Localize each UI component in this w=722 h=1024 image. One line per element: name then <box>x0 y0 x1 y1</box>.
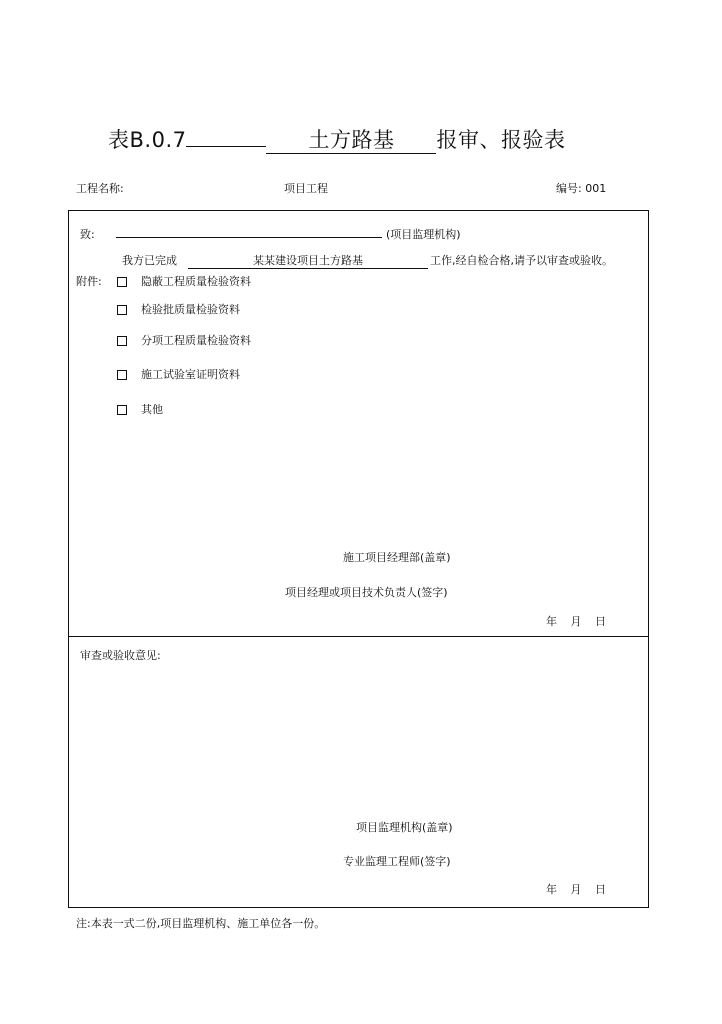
contractor-stamp-label: 施工项目经理部(盖章) <box>343 551 451 564</box>
attachment-label: 分项工程质量检验资料 <box>141 334 251 347</box>
attachment-label: 施工试验室证明资料 <box>141 368 240 381</box>
completed-work-field[interactable] <box>188 252 428 269</box>
checkbox[interactable] <box>117 277 127 287</box>
section-divider <box>68 636 649 637</box>
attachment-item[interactable] <box>117 301 240 317</box>
checkbox[interactable] <box>117 305 127 315</box>
supervisor-stamp-label: 项目监理机构(盖章) <box>356 821 453 834</box>
title-suffix: 报审、报验表 <box>436 128 566 152</box>
contractor-date-label: 年 月 日 <box>546 615 606 628</box>
supervisor-signer-label: 专业监理工程师(签字) <box>343 855 451 868</box>
attachment-item[interactable] <box>117 401 163 417</box>
completed-suffix: 工作,经自检合格,请予以审查或验收。 <box>430 254 613 267</box>
title-underline-left <box>186 146 266 147</box>
project-name-label: 工程名称: <box>76 182 124 195</box>
title-prefix: 表B.0.7 <box>108 128 187 152</box>
to-label: 致: <box>80 228 95 241</box>
footer-note: 注:本表一式二份,项目监理机构、施工单位各一份。 <box>76 917 326 930</box>
contractor-signer-label: 项目经理或项目技术负责人(签字) <box>285 586 448 599</box>
title-subject: 土方路基 <box>266 127 436 154</box>
attachments-label: 附件: <box>76 275 102 288</box>
attachment-item[interactable] <box>117 366 240 382</box>
checkbox[interactable] <box>117 336 127 346</box>
to-org-hint: (项目监理机构) <box>386 228 461 241</box>
project-name-value: 项目工程 <box>284 182 328 195</box>
form-number-value: 001 <box>585 182 607 195</box>
supervisor-date-label: 年 月 日 <box>546 883 606 896</box>
attachment-label: 其他 <box>141 403 163 416</box>
checkbox[interactable] <box>117 405 127 415</box>
to-org-field[interactable] <box>116 237 382 238</box>
form-number <box>556 180 606 196</box>
attachment-item[interactable] <box>117 332 251 348</box>
form-title <box>108 124 565 154</box>
attachment-label: 隐蔽工程质量检验资料 <box>141 275 251 288</box>
completed-work-value: 某某建设项目土方路基 <box>253 254 363 267</box>
checkbox[interactable] <box>117 370 127 380</box>
attachment-item[interactable] <box>117 273 251 289</box>
form-number-label: 编号: <box>556 182 582 195</box>
attachment-label: 检验批质量检验资料 <box>141 303 240 316</box>
opinion-label: 审查或验收意见: <box>80 649 161 662</box>
completed-prefix: 我方已完成 <box>122 254 177 267</box>
